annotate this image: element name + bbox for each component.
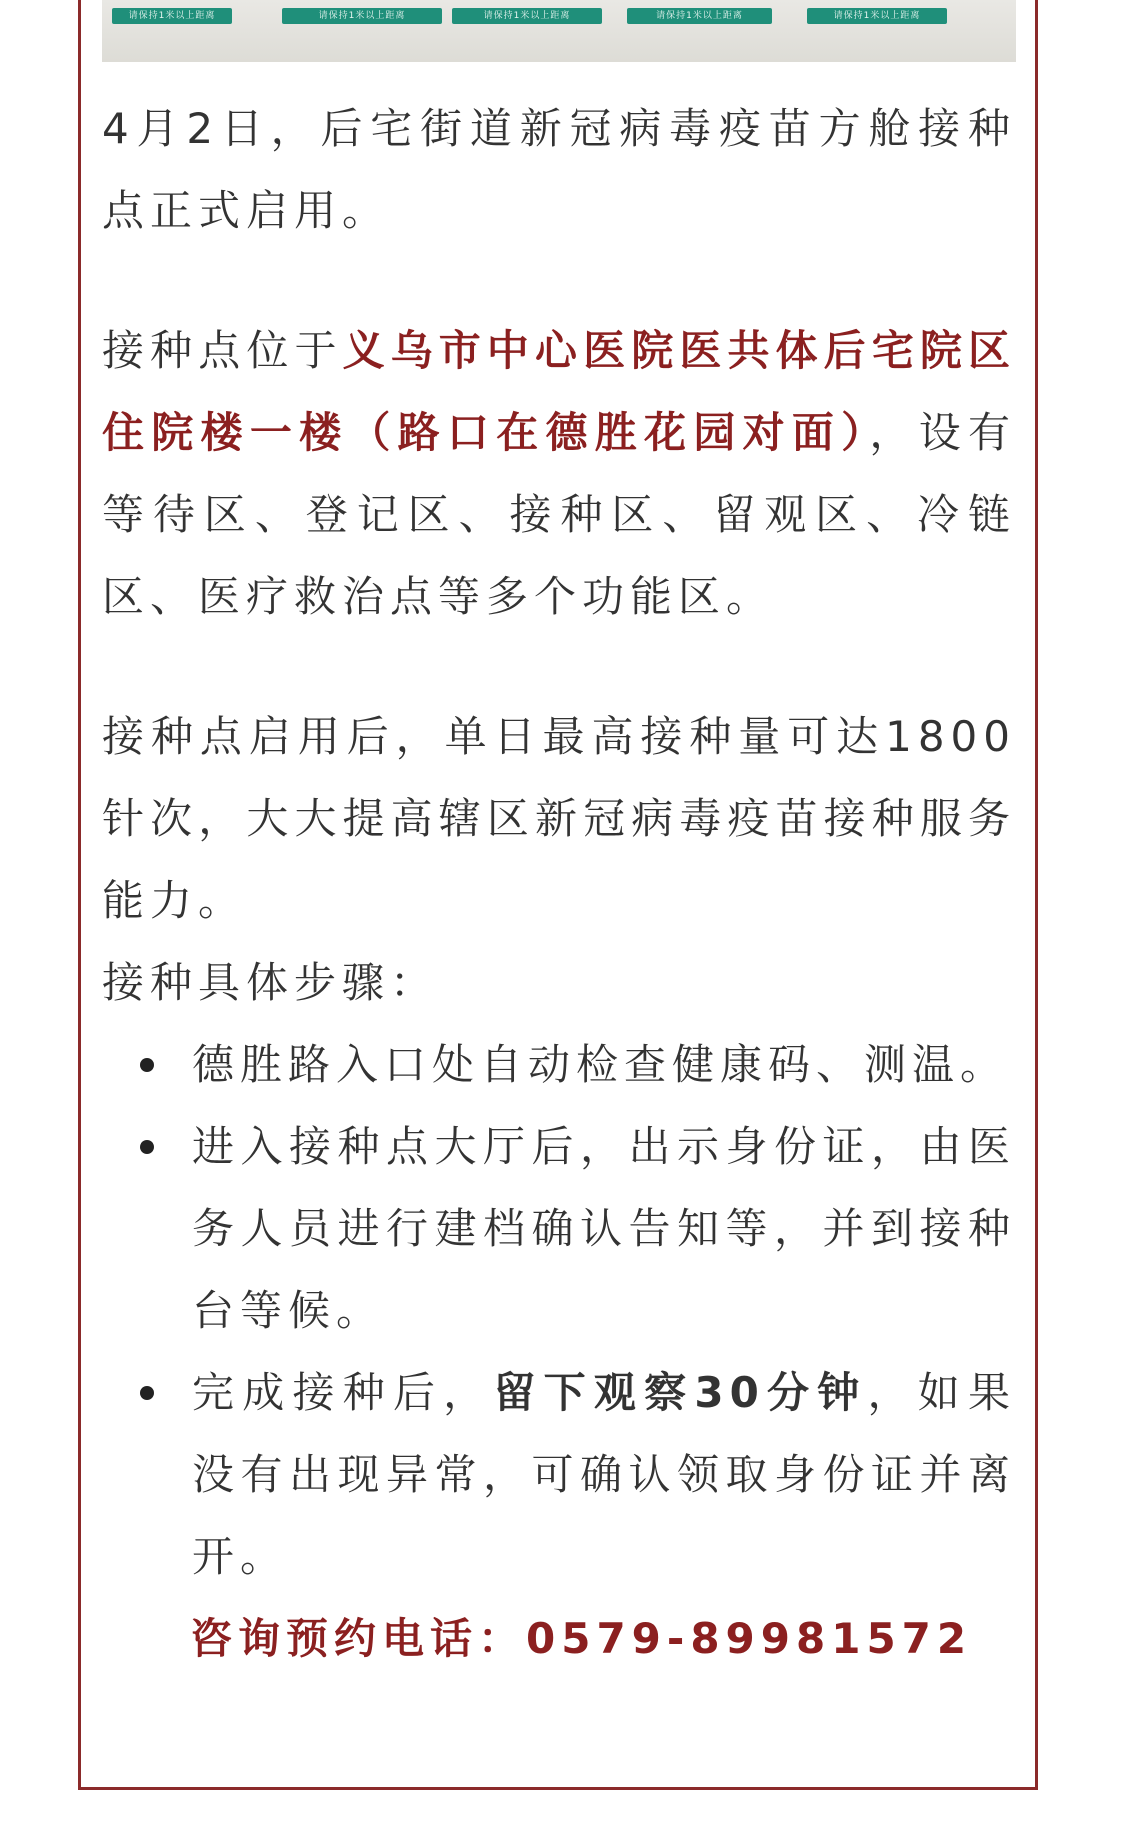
step-text: 德胜路入口处自动检查健康码、测温。 — [192, 1040, 1009, 1089]
step-item — [102, 1106, 1016, 1352]
bullet-icon — [140, 1058, 154, 1072]
consult-phone: 咨询预约电话：0579-89981572 — [190, 1614, 973, 1663]
floor-sign — [452, 8, 602, 24]
step-emphasis: 留下观察30分钟 — [493, 1368, 868, 1417]
floor-sign-text: 请保持1米以上距离 — [318, 11, 406, 21]
floor-sign — [627, 8, 772, 24]
location-highlight: 义乌市中心医院医共体后宅院区住院楼一楼（路口在德胜花园对面） — [102, 326, 1016, 457]
bullet-icon — [140, 1140, 154, 1154]
intro-paragraph: 4月2日，后宅街道新冠病毒疫苗方舱接种点正式启用。 — [102, 104, 1016, 235]
floor-sign — [112, 8, 232, 24]
steps-list — [102, 1024, 1016, 1598]
article-body — [102, 88, 1016, 1680]
floor-sign — [807, 8, 947, 24]
floor-sign-text: 请保持1米以上距离 — [656, 11, 743, 21]
floor-sign-text: 请保持1米以上距离 — [833, 11, 921, 21]
floor-sign-text: 请保持1米以上距离 — [483, 11, 571, 21]
location-paragraph — [102, 310, 1016, 638]
floor-sign — [282, 8, 442, 24]
location-suffix: ，设有等待区、登记区、接种区、留观区、冷链区、医疗救治点等多个功能区。 — [102, 408, 1016, 621]
step-item — [102, 1024, 1016, 1106]
steps-title: 接种具体步骤： — [102, 958, 439, 1007]
step-item — [102, 1352, 1016, 1598]
step-text: 进入接种点大厅后，出示身份证，由医务人员进行建档确认告知等，并到接种台等候。 — [192, 1122, 1016, 1335]
capacity-paragraph: 接种点启用后，单日最高接种量可达1800针次，大大提高辖区新冠病毒疫苗接种服务能力。 — [102, 712, 1016, 925]
floor-sign-text: 请保持1米以上距离 — [128, 11, 216, 21]
paragraph-spacer — [102, 252, 1016, 310]
photo-image — [102, 0, 1016, 62]
location-prefix: 接种点位于 — [102, 326, 343, 375]
bullet-icon — [140, 1386, 154, 1400]
paragraph-spacer — [102, 638, 1016, 696]
step-text: 完成接种后， — [192, 1368, 494, 1417]
step-text-tail: ，如果没有出现异常，可确认领取身份证并离开。 — [192, 1368, 1016, 1581]
